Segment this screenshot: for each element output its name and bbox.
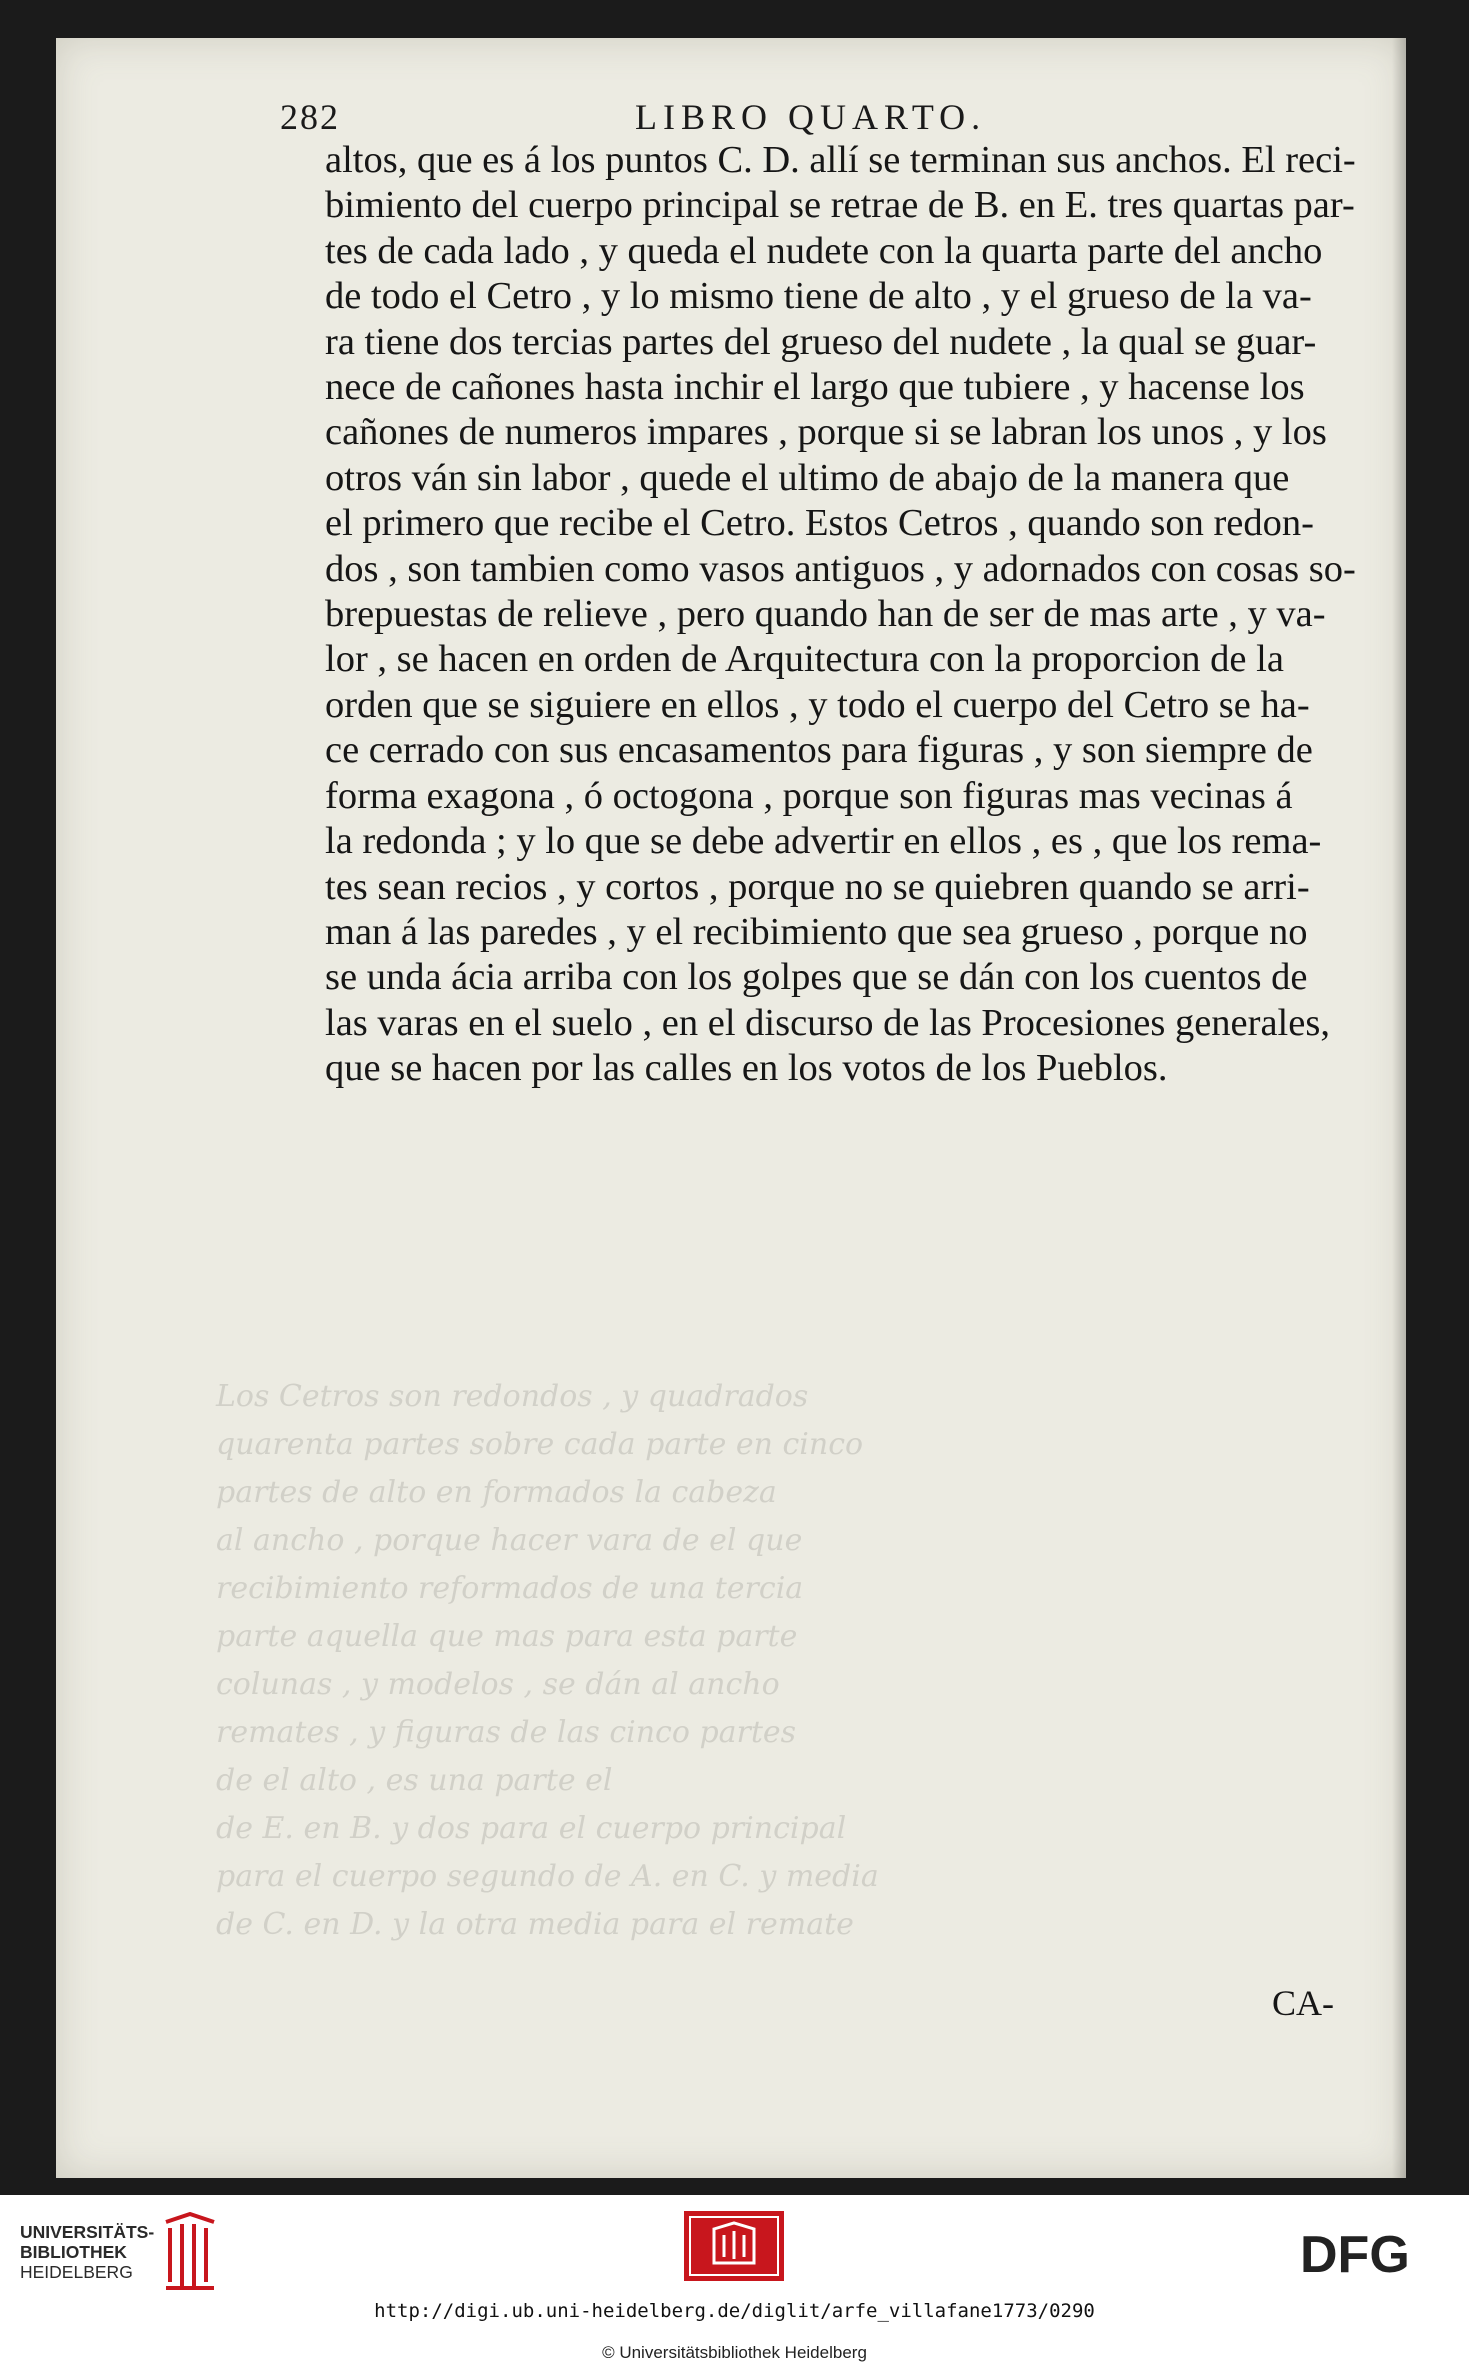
permalink-url[interactable]: http://digi.ub.uni-heidelberg.de/diglit/arfe_villafane1773/0290 [374, 2300, 1095, 2322]
page-number: 282 [280, 97, 340, 137]
text-line: nece de cañones hasta inchir el largo que tubiere , y hacense los [325, 366, 1305, 409]
text-line: otros ván sin labor , quede el ultimo de abajo de la manera que [325, 456, 1290, 499]
running-head [280, 96, 1340, 136]
library-name-line: UNIVERSITÄTS- [20, 2222, 155, 2242]
dfg-logo[interactable] [1300, 2228, 1440, 2278]
text-line: el primero que recibe el Cetro. Estos Cetros , quando son redon- [325, 502, 1314, 545]
text-line: tes de cada lado , y queda el nudete con la quarta parte del ancho [325, 229, 1323, 272]
text-line: que se hacen por las calles en los votos de los Pueblos. [325, 1047, 1168, 1090]
copyright-notice: © Universitätsbibliothek Heidelberg [602, 2343, 867, 2362]
text-line: tes sean recios , y cortos , porque no se quiebren quando se arri- [325, 865, 1310, 908]
body-text [325, 138, 1357, 1092]
text-line: ce cerrado con sus encasamentos para figuras , y son siempre de [325, 729, 1313, 772]
funder-name: DFG [1300, 2228, 1410, 2278]
text-line: brepuestas de relieve , pero quando han de ser de mas arte , y va- [325, 593, 1326, 636]
text-line: de todo el Cetro , y lo mismo tiene de alto , y el grueso de la va- [325, 275, 1312, 318]
text-line: lor , se hacen en orden de Arquitectura con la proporcion de la [325, 638, 1284, 681]
text-line: altos, que es á los puntos C. D. allí se terminan sus anchos. El reci- [325, 139, 1356, 181]
text-line: se unda ácia arriba con los golpes que se dán con los cuentos de [325, 956, 1308, 999]
text-line: dos , son tambien como vasos antiguos , y adornados con cosas so- [325, 547, 1356, 590]
text-line: la redonda ; y lo que se debe advertir en ellos , es , que los rema- [325, 820, 1322, 863]
catchword: CA- [1272, 1983, 1334, 2023]
library-name-line: BIBLIOTHEK [20, 2242, 127, 2262]
text-line: forma exagona , ó octogona , porque son figuras mas vecinas á [325, 774, 1293, 817]
episteme-badge-icon[interactable] [684, 2211, 784, 2281]
text-line: bimiento del cuerpo principal se retrae de B. en E. tres quartas par- [325, 184, 1355, 227]
text-line: las varas en el suelo , en el discurso de las Procesiones generales, [325, 1001, 1330, 1044]
text-line: ra tiene dos tercias partes del grueso del nudete , la qual se guar- [325, 320, 1317, 363]
text-line: orden que se siguiere en ellos , y todo el cuerpo del Cetro se ha- [325, 683, 1310, 726]
footer [0, 2195, 1469, 2375]
bleed-through-texture: Los Cetros son redondos , y quadrados quarenta partes sobre cada parte en cinco partes de alto en formados la cabeza al ancho , porque hacer vara de el que recibimiento reformados de una tercia parte aquella que mas para esta parte colunas , y modelos , se dán al ancho remates , y figuras de las cinco partes de el alto , es una parte el de E. en B. y dos para el cuerpo principal para el cuerpo segundo de A. en C. y media de C. en D. y la otra media para el remate [216, 1379, 879, 1942]
library-name-line: HEIDELBERG [20, 2262, 133, 2282]
text-line: cañones de numeros impares , porque si se labran los unos , y los [325, 411, 1327, 454]
text-line: man á las paredes , y el recibimiento que sea grueso , porque no [325, 910, 1308, 953]
library-emblem-icon [160, 2212, 220, 2292]
running-title: LIBRO QUARTO. [635, 97, 987, 137]
